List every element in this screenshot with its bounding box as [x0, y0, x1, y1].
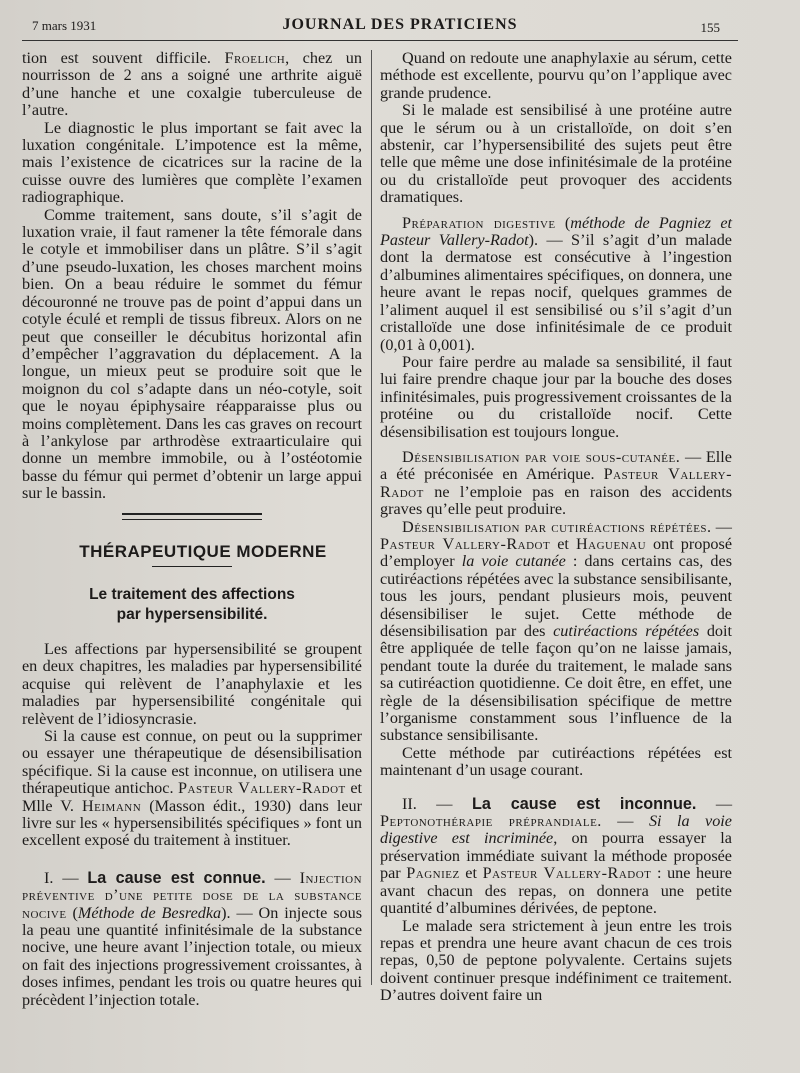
- paragraph: Cette méthode par cutiréactions répétées est maintenant d’un usage courant.: [380, 743, 732, 780]
- section-separator: [22, 503, 362, 531]
- paragraph: Si le malade est sensibilisé à une protéine autre que le sérum ou à un cristalloïde, on doit s’en abstenir, car l’hypersensibilité des sujets peut être telle que même une dose infinitésimale de la protéine ou du cristalloïde peut provoquer des accidents dramatiques.: [380, 101, 732, 207]
- paragraph: Si la cause est connue, on peut ou la supprimer ou essayer une thérapeutique de désensibilisation spécifique. Si la cause est inconnue, on utilisera une thérapeutique antichoc. Pasteur Vallery-Radot et Mlle V. Heimann (Masson édit., 1930) dans leur livre sur les « hypersensibilités spécifiques » font un excellent exposé du traitement à instituer.: [22, 727, 362, 850]
- paragraph: Pour faire perdre au malade sa sensibilité, il faut lui faire prendre chaque jour par la bouche des doses infinitésimales, puis progressivement croissantes de la protéine ou du cristalloïde nocif. Cette désensibilisation est toujours longue.: [380, 352, 732, 441]
- paragraph: Le malade sera strictement à jeun entre les trois repas et prendra une heure avant chacun de ces trois repas, 0,50 de peptone polyvalente. Certains sujets doivent continuer presque indéfiniment ce traitement. D’autres doivent faire un: [380, 916, 732, 1005]
- paragraph: Désensibilisation par cutiréactions répétées. — Pasteur Vallery-Radot et Haguenau ont proposé d’employer la voie cutanée : dans certains cas, des cutiréactions répétées avec la substance sensibilisante, tous les jours, pendant plusieurs mois, peuvent désensibiliser le sujet. Cette méthode de désensibilisation par des cutiréactions répétées doit être appliquée de telle façon qu’on ne laisse jamais, pendant toute la durée du traitement, le malade sans sa cutiréaction quotidienne. Ce doit être, en effet, une règle de la désensibilisation spécifique de mettre l’organisme constamment sous l’influence de la substance sensibilisante.: [380, 517, 733, 745]
- paragraph: II. — La cause est inconnue. — Peptonothérapie préprandiale. — Si la voie digestive est incriminée, on pourra essayer la préservation immédiate suivant la méthode proposée par Pagniez et Pasteur Vallery-Radot : une heure avant chacun des repas, on donnera une petite quantité d’albumines dérivées, de peptone.: [380, 794, 732, 918]
- paragraph: Préparation digestive (méthode de Pagniez et Pasteur Vallery-Radot). — S’il s’agit d’un malade dont la dermatose est consécutive à l’ingestion d’albumines alimentaires spécifiques, on donnera, une heure avant le repas nocif, quelques grammes de l’aliment auquel il est sensibilisé ou s’il s’agit d’un cristalloïde une dose infinitésimale de ce produit (0,01 à 0,001).: [380, 213, 733, 354]
- running-header: [0, 14, 800, 36]
- paragraph: I. — La cause est connue. — Injection préventive d’une petite dose de la substance nocive (Méthode de Besredka). — On injecte sous la peau une quantité infinitésimale de la substance nocive, une heure avant l’injection totale, ou mieux on fait des injections progressivement croissantes, à doses infimes, pendant les trois ou quatre heures qui précèdent l’injection totale.: [22, 868, 363, 1009]
- right-column: [380, 50, 732, 1005]
- paragraph: Désensibilisation par voie sous-cutanée. — Elle a été préconisée en Amérique. Pasteur Vallery-Radot ne l’emploie pas en raison des accidents graves qu’elle peut produire.: [380, 447, 732, 519]
- header-date: 7 mars 1931: [32, 18, 97, 33]
- paragraph: Les affections par hypersensibilité se groupent en deux chapitres, les maladies par hypersensibilité acquise qui relèvent de l’anaphylaxie et les maladies par hypersensibilité congénitale qui relèvent de l’idiosyncrasie.: [22, 639, 362, 728]
- section-title: THÉRAPEUTIQUE MODERNE: [79, 541, 327, 561]
- page-number: 155: [700, 20, 720, 35]
- header-rule: [22, 40, 738, 41]
- article-title: Le traitement des affections par hypersensibilité.: [89, 585, 295, 623]
- column-divider: [371, 50, 372, 985]
- left-column: [22, 50, 362, 1009]
- paragraph: Quand on redoute une anaphylaxie au sérum, cette méthode est excellente, pourvu qu’on l’applique avec grande prudence.: [380, 49, 732, 102]
- paragraph: Comme traitement, sans doute, s’il s’agit de luxation vraie, il faut ramener la tête fémorale dans le cotyle et immobiliser dans un plâtre. S’il s’agit d’une pseudo-luxation, les choses marchent moins bien. On a beau réduire le sommet du fémur découronné ne trouve pas de point d’appui dans un cotyle éculé et rempli de tissus fibreux. Alors on ne peut que conseiller le décubitus horizontal afin d’empêcher l’aggravation du déplacement. A la longue, un mieux peut se produire soit que le moignon du col s’adapte dans un néo-cotyle, soit que le noyau épiphysaire réapparaisse plus ou moins complètement. Dans les cas graves on recourt à l’ankylose par arthrodèse extraarticulaire qui donne un membre immobile, ou à l’ostéotomie basse du fémur qui permet d’obtenir un large appui sur le bassin.: [22, 205, 362, 503]
- title-rule: [152, 566, 232, 567]
- author-name: Froelich: [224, 49, 286, 67]
- paragraph: tion est souvent difficile. Froelich, chez un nourrisson de 2 ans a soigné une arthrite aiguë d’une hanche et une coxalgie tuberculeuse de l’autre.: [22, 49, 362, 120]
- paragraph: Le diagnostic le plus important se fait avec la luxation congénitale. L’impotence est la même, mais l’existence de cicatrices sur la racine de la cuisse ouvre des lumières que complète l’examen radiographique.: [22, 118, 362, 207]
- journal-title: JOURNAL DES PRATICIENS: [282, 16, 518, 33]
